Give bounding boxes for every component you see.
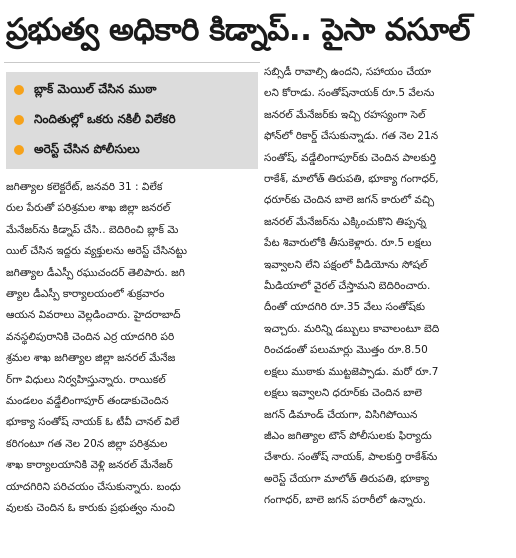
bullet-icon [14,115,24,125]
body-line: రుల పేరుతో పరిశ్రమల శాఖ జిల్లా జనరల్ [6,202,171,215]
body-line: జగిత్యాల కలెక్టరేట్, జనవరి 31 : విలేక [6,181,163,193]
body-line: రించడంతో పలుమార్లు మొత్తం రూ.8.50 [264,344,428,357]
subhead-text: నిందితుల్లో ఒకరు నకిలీ విలేకరి [34,111,176,126]
body-line: సంతోష్, వడ్డేలింగాపూర్‌కు చెందిన పాలకుర్తి [264,151,437,164]
headline: ప్రభుత్వ అధికారి కిడ్నాప్.. పైసా వసూల్ [6,12,471,48]
subhead [6,75,258,105]
article-body-left [4,177,260,520]
body-line: సబ్సిడీ రావాల్సి ఉందని, సహాయం చేయా [264,66,432,78]
subhead [6,105,258,135]
body-line: జీఎం జగిత్యాల టౌన్ పోలీసులకు ఫిర్యాదు [264,429,432,442]
subhead-text: అరెస్ట్ చేసిన పోలీసులు [34,141,140,156]
body-line: రాకేశ్, మాలోత్ తిరుపతి, భూక్యా గంగాధర్, [264,173,439,186]
body-line: వులకు చెందిన ఓ కారుకు ప్రభుత్వం నుంచి [6,502,175,515]
body-line: ఆయన వివరాలు వెల్లడించారు. హైదరాబాద్ [6,309,181,322]
body-line: జగిత్యాల డీఎస్పీ రఘుచందర్ తెలిపారు. జగి [6,266,185,279]
body-line: లక్షలు ఇవ్వాలని ధరూర్‌కు చెందిన బాలె [264,387,422,400]
body-line: ధరూర్‌కు చెందిన బాలె జగన్ కారులో వచ్చి [264,194,435,207]
bullet-icon [14,85,24,95]
body-line: అరెస్ట్ చేయగా మాలోత్ తిరుపతి, భూక్యా [264,472,430,485]
body-line: చేశారు. సంతోష్ నాయక్, పాలకుర్తి రాకేశ్‌ను [264,451,438,464]
body-line: శాఖ కార్యాలయానికి వెళ్లి జనరల్ మేనేజర్ [6,459,173,472]
subhead-text: బ్లాక్ మెయిల్ చేసిన ముఠా [34,81,157,96]
body-line: లక్షలు ముఠాకు ముట్టజెప్పాడు. మరో రూ.7 [264,365,439,378]
body-line: వనస్థలిపురానికి చెందిన ఎర్ర యాదగిరి పరి [6,330,175,343]
body-line: జనరల్ మేనేజర్‌ను ఎక్కించుకొని తిప్పన్న [264,215,426,228]
body-line: జనరల్ మేనేజర్‌కు ఇచ్చి రహస్యంగా సెల్ [264,108,426,121]
body-line: శ్రమల శాఖ జగిత్యాల జిల్లా జనరల్ మేనేజ [6,352,176,365]
body-line: మీడియాలో వైరల్ చేస్తామని బెదిరించారు. [264,280,431,293]
headline-divider [4,62,260,63]
body-line: లని కోరాడు. సంతోష్‌నాయక్ రూ.5 వేలను [264,87,435,100]
body-line: మండలం వడ్డేలింగాపూర్ తండాకుచెందిన [6,395,169,408]
body-line: ఇవ్వాలని లేని పక్షంలో వీడియోను సోషల్ [264,258,428,271]
right-column [262,64,512,558]
bullet-icon [14,145,24,155]
body-line: కరిగంటూ గత నెల 20న జిల్లా పరిశ్రమల [6,437,168,450]
body-line: యాదగిరిని పరిచయం చేసుకున్నారు. బంధు [6,480,181,493]
body-line: ఫోన్‌లో రికార్డ్ చేసుకున్నాడు. గత నెల 21న [264,130,439,143]
body-line: మేనేజర్‌ను కిడ్నాప్ చేసి.. బెదిరించి బ్లాక్ మె [6,223,179,236]
article-body-right [262,64,512,512]
body-line: భూక్యా సంతోష్ నాయక్ ఓ టీవీ చానల్ విలే [6,416,180,429]
body-line: జగన్ డిమాండ్ చేయగా, విసిగిపోయిన [264,408,418,421]
body-line: దీంతో యాదగిరి రూ.35 వేలు సంతోష్‌కు [264,301,425,314]
body-line: ఇచ్చారు. మరిన్ని డబ్బులు కావాలంటూ బెది [264,322,440,335]
body-line: త్యాల డీఎస్పీ కార్యాలయంలో శుక్రవారం [6,288,165,301]
body-line: పేట శివారులోకి తీసుకెళ్లారు. రూ.5 లక్షలు [264,237,432,250]
subheads-box [6,72,258,169]
body-line: గంగాధర్, బాలె జగన్ పరారీలో ఉన్నారు. [264,494,426,507]
left-column [4,64,260,558]
subhead [6,135,258,165]
body-line: ర్‌గా విధులు నిర్వహిస్తున్నారు. రాయికల్ [6,373,166,386]
body-line: యిల్ చేసిన ఇద్దరు వ్యక్తులను అరెస్ట్ చేసినట్టు [6,245,188,258]
